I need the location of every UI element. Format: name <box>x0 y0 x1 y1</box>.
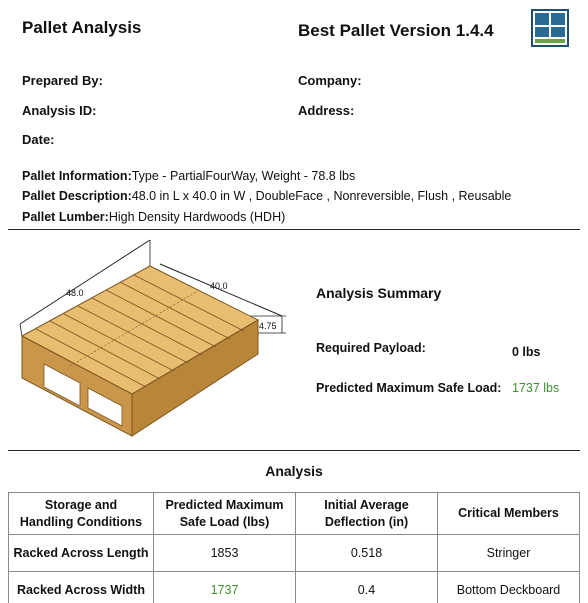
address-label: Address: <box>298 103 355 118</box>
required-payload-value: 0 lbs <box>512 345 541 359</box>
required-payload-label: Required Payload: <box>316 341 426 355</box>
pallet-lumber-label: Pallet Lumber: <box>22 210 109 224</box>
row-deflection: 0.4 <box>296 572 438 603</box>
row-deflection: 0.518 <box>296 535 438 572</box>
pallet-description-value: 48.0 in L x 40.0 in W , DoubleFace , Nonreversible, Flush , Reusable <box>131 189 512 203</box>
pallet-information-value: Type - PartialFourWay, Weight - 78.8 lbs <box>131 169 356 183</box>
width-dimension-label: 40.0 <box>210 281 228 291</box>
header-safe-load: Predicted Maximum Safe Load (lbs) <box>154 493 296 535</box>
pallet-lumber-value: High Density Hardwoods (HDH) <box>108 210 286 224</box>
pallet-diagram <box>10 236 300 446</box>
height-dimension-label: 4.75 <box>259 321 277 331</box>
row-member: Stringer <box>438 535 580 572</box>
page-title: Pallet Analysis <box>22 18 142 37</box>
table-row <box>9 535 580 572</box>
row-load: 1737 <box>154 572 296 603</box>
prepared-by-label: Prepared By: <box>22 73 103 88</box>
table-row <box>9 572 580 603</box>
analysis-id-label: Analysis ID: <box>22 103 97 118</box>
header-critical-members: Critical Members <box>438 493 580 535</box>
company-label: Company: <box>298 73 362 88</box>
header-deflection: Initial Average Deflection (in) <box>296 493 438 535</box>
row-load: 1853 <box>154 535 296 572</box>
date-label: Date: <box>22 132 55 147</box>
row-member: Bottom Deckboard <box>438 572 580 603</box>
divider-analysis <box>8 450 580 451</box>
analysis-summary-title: Analysis Summary <box>316 285 442 301</box>
length-dimension-label: 48.0 <box>66 288 84 298</box>
pallet-description-label: Pallet Description: <box>22 189 132 203</box>
pallet-description <box>22 189 511 203</box>
pallet-lumber <box>22 210 285 224</box>
header-conditions: Storage and Handling Conditions <box>9 493 154 535</box>
table-header-row <box>9 493 580 535</box>
analysis-title: Analysis <box>265 463 323 479</box>
pallet-information <box>22 169 355 183</box>
max-safe-load-value: 1737 lbs <box>512 381 560 395</box>
row-condition: Racked Across Width <box>9 572 154 603</box>
analysis-table <box>8 492 580 603</box>
version-label: Best Pallet Version 1.4.4 <box>298 21 494 40</box>
divider-top <box>8 229 580 230</box>
best-pallet-logo-icon <box>531 9 569 47</box>
row-condition: Racked Across Length <box>9 535 154 572</box>
max-safe-load-label: Predicted Maximum Safe Load: <box>316 381 502 395</box>
pallet-information-label: Pallet Information: <box>22 169 132 183</box>
